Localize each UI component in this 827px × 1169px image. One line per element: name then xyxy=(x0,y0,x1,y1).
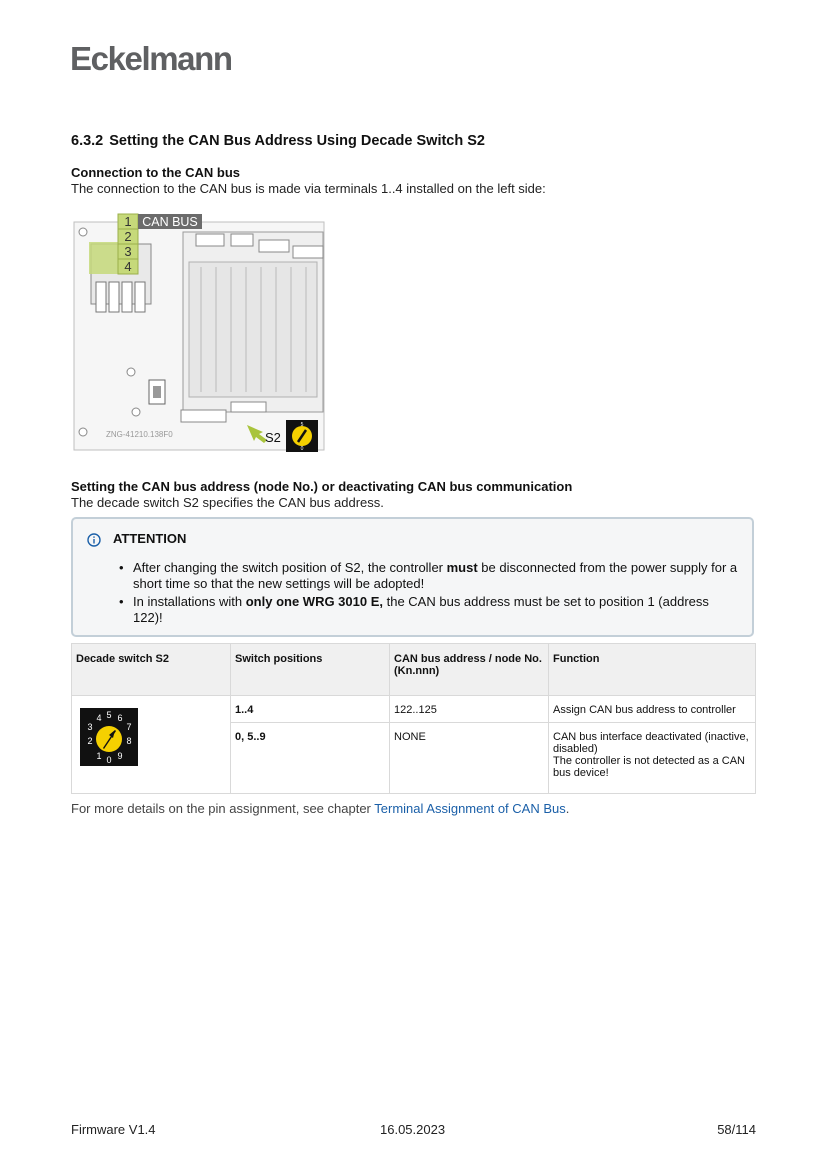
attention-item-2-text: In installations with xyxy=(133,594,246,609)
connection-heading: Connection to the CAN bus xyxy=(71,165,240,180)
switch-positions-cell: 0, 5..9 xyxy=(231,723,390,794)
attention-list xyxy=(119,560,739,628)
table-header: Switch positions xyxy=(231,644,390,696)
function-line: The controller is not detected as a CAN bus device! xyxy=(553,755,745,779)
section-heading xyxy=(71,133,485,149)
attention-item-1-bold: must xyxy=(446,560,478,575)
switch-small-digit-0: 0 xyxy=(300,446,304,452)
switch-digit-6: 6 xyxy=(117,713,123,723)
can-terminal-numbers xyxy=(118,214,138,274)
attention-item-2 xyxy=(119,594,739,626)
terminal-assignment-link[interactable]: Terminal Assignment of CAN Bus xyxy=(374,801,566,816)
switch-digit-0: 0 xyxy=(106,755,112,765)
attention-box xyxy=(71,517,754,637)
switch-digit-4: 4 xyxy=(96,713,102,723)
switch-positions-cell: 1..4 xyxy=(231,696,390,723)
controller-figure xyxy=(71,212,341,457)
terminal-label-2: 2 xyxy=(124,229,132,244)
table-header: Function xyxy=(549,644,756,696)
switch-digit-3: 3 xyxy=(87,722,93,732)
connection-text: The connection to the CAN bus is made via terminals 1..4 installed on the left side: xyxy=(71,181,546,196)
attention-item-1-text: After changing the switch position of S2, the controller xyxy=(133,560,447,575)
can-address-cell: 122..125 xyxy=(390,696,549,723)
table-header-row xyxy=(72,644,756,696)
info-icon xyxy=(87,533,101,547)
switch-digit-5: 5 xyxy=(106,710,112,720)
switch-small-digit-5: 5 xyxy=(300,422,304,428)
table-header: CAN bus address / node No. (Kn.nnn) xyxy=(390,644,549,696)
footer-date: 16.05.2023 xyxy=(380,1122,446,1137)
function-line: CAN bus interface deactivated (inactive, disabled) xyxy=(553,731,749,755)
setting-heading: Setting the CAN bus address (node No.) or deactivating CAN bus communication xyxy=(71,479,573,494)
setting-text: The decade switch S2 specifies the CAN bus address. xyxy=(71,495,384,510)
attention-item-2-bold: only one WRG 3010 E, xyxy=(245,594,383,609)
function-cell: Assign CAN bus address to controller xyxy=(549,696,756,723)
more-details-text: For more details on the pin assignment, see chapter xyxy=(71,801,375,816)
terminal-label-3: 3 xyxy=(124,244,132,259)
can-address-cell: NONE xyxy=(390,723,549,794)
terminal-label-1: 1 xyxy=(124,214,132,229)
can-bus-label: CAN BUS xyxy=(142,215,198,229)
eckelmann-logo: Eckelmann xyxy=(70,40,232,77)
switch-digit-9: 9 xyxy=(117,751,123,761)
attention-title: ATTENTION xyxy=(113,531,187,546)
function-cell xyxy=(549,723,756,794)
more-details-note xyxy=(71,801,569,816)
attention-item-2-text-end: the CAN bus address must be set to position 1 (address 122)! xyxy=(133,594,709,625)
attention-item-1 xyxy=(119,560,739,592)
footer-firmware: Firmware V1.4 xyxy=(71,1122,156,1137)
footer-page-number: 58/114 xyxy=(717,1122,756,1137)
decade-switch-icon xyxy=(80,708,138,766)
table-header: Decade switch S2 xyxy=(72,644,231,696)
board-label: ZNG-41210.138F0 xyxy=(106,430,173,439)
switch-digit-2: 2 xyxy=(87,736,93,746)
decade-switch-small-icon xyxy=(286,420,318,452)
decade-switch-cell xyxy=(72,696,231,794)
more-details-end: . xyxy=(565,801,570,816)
switch-digit-7: 7 xyxy=(126,722,132,732)
table-row xyxy=(72,696,756,723)
switch-digit-8: 8 xyxy=(126,736,132,746)
terminal-label-4: 4 xyxy=(124,259,132,274)
switch-s2-label: S2 xyxy=(265,430,281,445)
section-title: Setting the CAN Bus Address Using Decade Switch S2 xyxy=(109,133,485,149)
attention-item-1-text-end: be disconnected from the power supply for a short time so that the new settings will be adopted! xyxy=(133,560,738,591)
switch-settings-table xyxy=(71,643,756,794)
switch-digit-1: 1 xyxy=(96,751,102,761)
section-number: 6.3.2 xyxy=(71,133,104,149)
